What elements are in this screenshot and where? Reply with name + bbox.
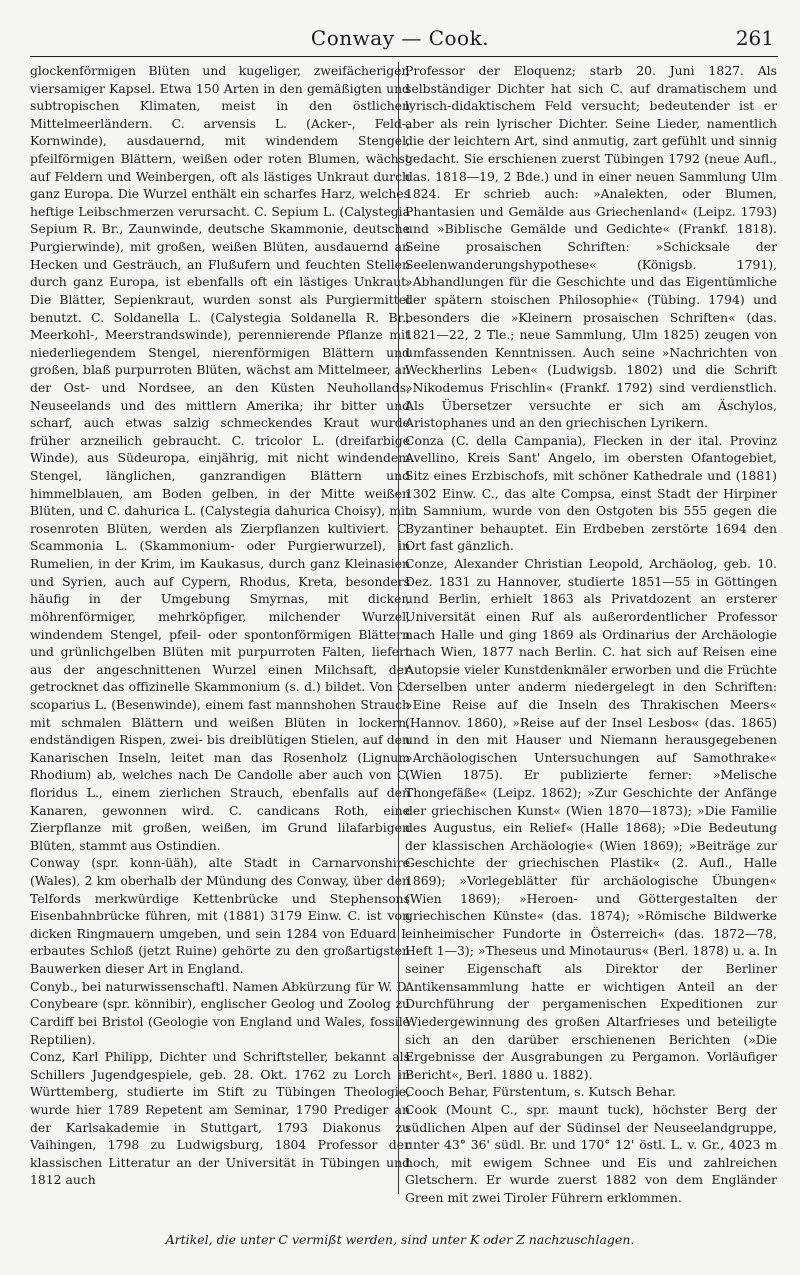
- running-head: Conway — Cook.: [310, 26, 490, 50]
- entry-conze: Conze, Alexander Christian Leopold, Archäolog, geb. 10. Dez. 1831 zu Hannover, studierte 1851—55 in Göttingen und Berlin, erhielt 1863 als Privatdozent an ersterer Universität einen Ruf als außerordentlicher Professor nach Halle und ging 1869 als Ordinarius der Archäologie nach Wien, 1877 nach Berlin. C. hat sich auf Reisen eine Autopsie vieler Kunstdenkmäler erworben und die Früchte derselben unter anderm niedergelegt in den Schriften: »Eine Reise auf die Inseln des Thrakischen Meers« (Hannov. 1860), »Reise auf der Insel Lesbos« (das. 1865) und in den mit Hauser und Niemann herausgegebenen »Archäologischen Untersuchungen auf Samothrake« (Wien 1875). Er publizierte ferner: »Melische Thongefäße« (Leipz. 1862); »Zur Geschichte der Anfänge der griechischen Kunst« (Wien 1870—1873); »Die Familie des Augustus, ein Relief« (Halle 1868); »Die Bedeutung der klassischen Archäologie« (Wien 1869); »Beiträge zur Geschichte der griechischen Plastik« (2. Aufl., Halle 1869); »Vorlegeblätter für archäologische Übungen« (Wien 1869); »Heroen- und Göttergestalten der griechischen Künste« (das. 1874); »Römische Bildwerke einheimischer Fundorte in Österreich« (das. 1872—78, Heft 1—3); »Theseus und Minotaurus« (Berl. 1878) u. a. In seiner Eigenschaft als Direktor der Berliner Antikensammlung hatte er wichtigen Anteil an der Durchführung der pergamenischen Expeditionen zur Wiedergewinnung des großen Altarfrieses und beteiligte sich an den darüber erschienenen Berichten (»Die Ergebnisse der Ausgrabungen zu Pergamon. Vorläufiger Bericht«, Berl. 1880 u. 1882).: [405, 556, 777, 1082]
- entry-cook: Cook (Mount C., spr. maunt tuck), höchster Berg der südlichen Alpen auf der Südinsel der Neuseelandgruppe, unter 43° 36' südl. Br. und 170° 12' östl. L. v. Gr., 4023 m hoch, mit ewigem Schnee und Eis und zahlreichen Gletschern. Er wurde zuerst 1882 von dem Engländer Green mit zwei Tiroler Führern erklommen.: [405, 1101, 777, 1205]
- page-number: 261: [735, 26, 774, 50]
- page-header: [0, 22, 800, 54]
- entry-conza: Conza (C. della Campania), Flecken in der ital. Provinz Avellino, Kreis Sant' Angelo, im obersten Ofantogebiet, Sitz eines Erzbischofs, mit schöner Kathedrale und (1881) 1302 Einw. C., das alte Compsa, einst Stadt der Hirpiner in Samnium, wurde von den Ostgoten bis 555 gegen die Byzantiner behauptet. Ein Erdbeben zerstörte 1694 den Ort fast gänzlich.: [405, 432, 777, 554]
- entry-conway: Conway (spr. konn-üäh), alte Stadt in Carnarvonshire (Wales), 2 km oberhalb der Mündung des Conway, über den Telfords merkwürdige Kettenbrücke und Stephensons Eisenbahnbrücke führen, mit (1881) 3179 Einw. C. ist von dicken Ringmauern umgeben, und sein 1284 von Eduard I. erbautes Schloß (jetzt Ruine) gehörte zu den großartigsten Bauwerken dieser Art in England.: [30, 855, 410, 977]
- entry-convolvulus-continued: glockenförmigen Blüten und kugeliger, zweifächeriger, viersamiger Kapsel. Etwa 150 Arten in den gemäßigten und subtropischen Klimaten, meist in den östlichen Mittelmeerländern. C. arvensis L. (Acker-, Feld-, Kornwinde), ausdauernd, mit windendem Stengel, pfeilförmigen Blättern, weißen oder roten Blumen, wächst auf Feldern und Weinbergen, oft als lästiges Unkraut durch ganz Europa. Die Wurzel enthält ein scharfes Harz, welches heftige Leibschmerzen verursacht. C. Sepium L. (Calystegia Sepium R. Br., Zaunwinde, deutsche Skammonie, deutsche Purgierwinde), mit großen, weißen Blüten, ausdauernd an Hecken und Gesträuch, an Flußufern und feuchten Stellen durch ganz Europa, ist ebenfalls oft ein lästiges Unkraut. Die Blätter, Sepienkraut, wurden sonst als Purgiermittel benutzt. C. Soldanella L. (Calystegia Soldanella R. Br., Meerkohl-, Meerstrandswinde), perennierende Pflanze mit niederliegendem Stengel, nierenförmigen Blättern und großen, blaß purpurroten Blüten, wächst am Mittelmeer, an der Ost- und Nordsee, an den Küsten Neuhollands, Neuseelands und des mittlern Amerika; ihr bitter und scharf, auch etwas salzig schmeckendes Kraut wurde früher arzneilich gebraucht. C. tricolor L. (dreifarbige Winde), aus Südeuropa, einjährig, mit nicht windendem Stengel, länglichen, ganzrandigen Blättern und himmelblauen, am Boden gelben, in der Mitte weißen Blüten, und C. dahurica L. (Calystegia dahurica Choisy), mit rosenroten Blüten, werden als Zierpflanzen kultiviert. C. Scammonia L. (Skammonium- oder Purgierwurzel), in Rumelien, in der Krim, im Kaukasus, durch ganz Kleinasien und Syrien, auch auf Cypern, Rhodus, Kreta, besonders häufig in der Umgebung Smyrnas, mit dicker, möhrenförmiger, mehrköpfiger, milchender Wurzel, windendem Stengel, pfeil- oder spontonförmigen Blättern und grünlichgelben Blüten mit purpurroten Falten, liefert aus der angeschnittenen Wurzel einen Milchsaft, der getrocknet das offizinelle Skammonium (s. d.) bildet. Von C. scoparius L. (Besenwinde), einem fast mannshohen Strauch mit schmalen Blättern und weißen Blüten in lockern, endständigen Rispen, zwei- bis dreiblütigen Stielen, auf den Kanarischen Inseln, leitet man das Rosenholz (Lignum Rhodium) ab, welches nach De Candolle aber auch von C. floridus L., einem zierlichen Strauch, ebenfalls auf den Kanaren, gewonnen wird. C. candicans Roth, eine Zierpflanze mit großen, weißen, im Grund lilafarbigen Blüten, stammt aus Ostindien.: [30, 63, 410, 853]
- column-divider: [398, 62, 399, 1194]
- entry-conz-continued: Professor der Eloquenz; starb 20. Juni 1827. Als selbständiger Dichter hat sich C. auf dramatischem und lyrisch-didaktischem Feld versucht; bedeutender ist er aber als rein lyrischer Dichter. Seine Lieder, namentlich die der leichtern Art, sind anmutig, zart gefühlt und sinnig gedacht. Sie erschienen zuerst Tübingen 1792 (neue Aufl., das. 1818—19, 2 Bde.) und in einer neuen Sammlung Ulm 1824. Er schrieb auch: »Analekten, oder Blumen, Phantasien und Gemälde aus Griechenland« (Leipz. 1793) und »Biblische Gemälde und Gedichte« (Frankf. 1818). Seine prosaischen Schriften: »Schicksale der Seelenwanderungshypothese« (Königsb. 1791), »Abhandlungen für die Geschichte und das Eigentümliche der spätern stoischen Philosophie« (Tübing. 1794) und besonders die »Kleinern prosaischen Schriften« (das. 1821—22, 2 Tle.; neue Sammlung, Ulm 1825) zeugen von umfassenden Kenntnissen. Auch seine »Nachrichten von Weckherlins Leben« (Ludwigsb. 1802) und die Schrift »Nikodemus Frischlin« (Frankf. 1792) sind verdienstlich. Als Übersetzer versuchte er sich am Äschylos, Aristophanes und an den griechischen Lyrikern.: [405, 63, 777, 431]
- entry-cooch-behar: Cooch Behar, Fürstentum, s. Kutsch Behar.: [405, 1084, 676, 1100]
- left-column: [30, 62, 410, 1189]
- entry-conz: Conz, Karl Philipp, Dichter und Schriftsteller, bekannt als Schillers Jugendgespiele, geb. 28. Okt. 1762 zu Lorch in Württemberg, studierte im Stift zu Tübingen Theologie, wurde hier 1789 Repetent am Seminar, 1790 Prediger an der Karlsakademie in Stuttgart, 1793 Diakonus zu Vaihingen, 1798 zu Ludwigsburg, 1804 Professor der klassischen Litteratur an der Universität in Tübingen und 1812 auch: [30, 1049, 410, 1188]
- entry-conyb: Conyb., bei naturwissenschaftl. Namen Abkürzung für W. D. Conybeare (spr. könnibir), englischer Geolog und Zoolog zu Cardiff bei Bristol (Geologie von England und Wales, fossile Reptilien).: [30, 978, 410, 1047]
- footer-note: Artikel, die unter C vermißt werden, sind unter K oder Z nachzuschlagen.: [165, 1232, 635, 1247]
- right-column: [405, 62, 777, 1207]
- header-rule: [30, 56, 778, 57]
